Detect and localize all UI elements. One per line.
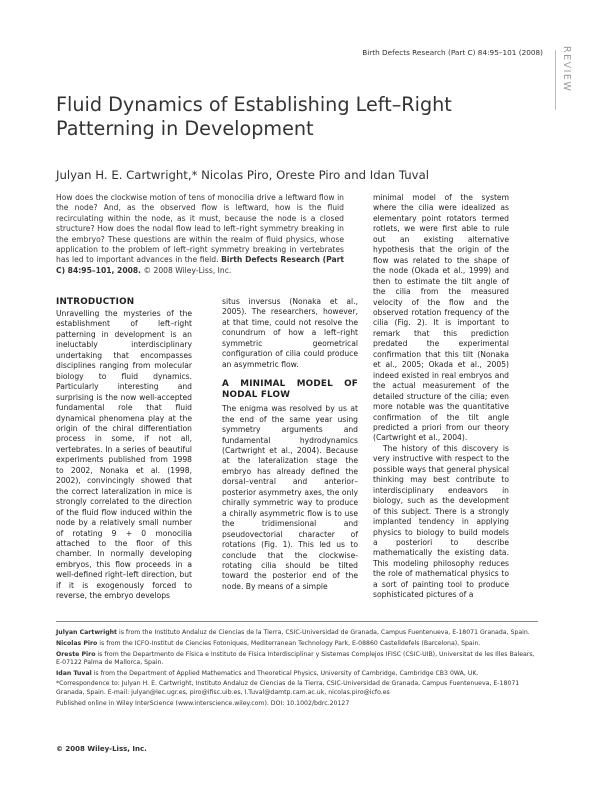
body-column-1 [56,297,192,602]
author-list: Julyan H. E. Cartwright,* Nicolas Piro, Oreste Piro and Idan Tuval [56,168,429,182]
section-heading-minimal-model: A MINIMAL MODEL OF NODAL FLOW [222,379,358,401]
affiliation-tuval [56,670,542,678]
affiliation-cartwright [56,629,542,637]
affiliation-text: is from the Instituto Andaluz de Ciencias de la Tierra, CSIC-Universidad de Granada, Campus Fuentenueva, E-18071 Granada, Spain. [117,629,530,636]
section-tab-rule [555,50,556,110]
article-title: Fluid Dynamics of Establishing Left–Right Patterning in Development [56,93,452,140]
affiliation-text: is from the Departmento de Física e Instituto de Física Interdisciplinar y Sistemas Complejos IFISC (CSIC-UIB), Universitat de les Illes Balears, E-07122 Palma de Mallorca, Spain. [56,650,535,666]
publication-note: Published online in Wiley InterScience (www.interscience.wiley.com). DOI: 10.1002/bdrc.20127 [56,699,350,707]
page-copyright [56,745,147,753]
page-copyright-text: © 2008 Wiley-Liss, Inc. [56,745,147,753]
affiliation-text: is from the ICFO-Institut de Ciencies Fotoniques, Mediterranean Technology Park, E-08860 Castelldefels (Barcelona), Spain. [97,639,481,647]
affiliation-oreste-piro [56,651,542,668]
footnote-divider [56,621,538,622]
body-column-3 [373,193,509,601]
abstract-text: How does the clockwise motion of tens of monocilia drive a leftward flow in the node? And, as the observed flow is leftward, how is the fluid recirculating within the node, as it must, because the node is a closed structure? How does the nodal flow lead to left–right symmetry breaking in the embryo? These questions are within the realm of fluid physics, whose application to the problem of left–right symmetry breaking in vertebrates has led to important advances in the field. [56,193,344,265]
affiliation-name: Nicolas Piro [56,639,98,647]
affiliation-name: Oreste Piro [56,650,96,658]
section-heading-introduction: INTRODUCTION [56,297,135,307]
body-column-2 [222,297,358,592]
abstract [56,193,344,276]
author-affiliations [56,629,542,710]
section-tab-label: REVIEW [561,46,572,93]
correspondence-note: *Correspondence to: Julyan H. E. Cartwright, Instituto Andaluz de Ciencias de la Tierra, CSIC-Universidad de Granada, Campus Fuentenueva, E-18071 Granada, Spain. E-mail: julyan@lec.ugr.es, piro@ifisc.uib.es, I.Tuval@damtp.cam.ac.uk, nicolas.piro@icfo.es [56,680,520,696]
abstract-copyright: © 2008 Wiley-Liss, Inc. [143,265,232,275]
introduction-paragraph-continued: situs inversus (Nonaka et al., 2005). The researchers, however, at that time, could not resolve the conundrum of how a left–right symmetric geometrical configuration of cilia could produce an asymmetric flow. [222,297,358,369]
introduction-paragraph: Unravelling the mysteries of the establishment of left–right patterning in development is an ineluctably interdisciplinary undertaking that encompasses disciplines ranging from molecular biology to fluid dynamics. Particularly interesting and surprising is the now well-accepted fundamental role that fluid dynamical phenomena play at the origin of the chiral differentiation process in some, if not all, vertebrates. In a series of beautiful experiments published from 1998 to 2002, Nonaka et al. (1998, 2002), convincingly showed that the correct lateralization in mice is strongly correlated to the direction of the fluid flow induced within the node by a relatively small number of rotating 9 + 0 monocilia attached to the floor of this chamber. In normally developing embryos, this flow proceeds in a well-defined right–left direction, but if it is exogenously forced to reverse, the embryo develops [56,309,192,601]
minimal-model-paragraph-continued: minimal model of the system where the cilia were idealized as elementary point rotators termed rotlets, we were first able to rule out an existing alternative hypothesis that the origin of the flow was related to the shape of the node (Okada et al., 1999) and then to estimate the tilt angle of the cilia from the measured velocity of the flow and the observed rotation frequency of the cilia (Fig. 2). It is important to remark that this prediction predated the experimental confirmation that this tilt (Nonaka et al., 2005; Okada et al., 2005) indeed existed in real embryos and the actual measurement of the detailed structure of the cilia; even more notable was the quantitative confirmation of the tilt angle predicted a priori from our theory (Cartwright et al., 2004). [373,193,509,443]
journal-citation-header: Birth Defects Research (Part C) 84:95–101 (2008) [362,48,543,57]
affiliation-nicolas-piro [56,640,542,648]
abstract-citation: Birth Defects Research (Part C) 84:95–101, 2008. [56,255,344,275]
minimal-model-paragraph: The enigma was resolved by us at the end of the same year using symmetry arguments and fundamental hydrodynamics (Cartwright et al., 2004). Because at the lateralization stage the embryo has already defined the dorsal–ventral and anterior–posterior asymmetry axes, the only chirally symmetric way to produce a chirally asymmetric flow is to use the tridimensional and pseudovectorial character of rotations (Fig. 1). This led us to conclude that the clockwise-rotating cilia should be tilted toward the posterior end of the node. By means of a simple [222,404,358,591]
history-paragraph: The history of this discovery is very instructive with respect to the possible ways that general physical thinking may best contribute to interdisciplinary endeavors in biology, such as the development of this subject. There is a strongly implanted tendency in applying physics to biology to build models a posteriori to describe mathematically the existing data. This modeling philosophy reduces the role of mathematical physics to a sort of painting tool to produce sophisticated pictures of a [373,443,509,600]
affiliation-text: is from the Department of Applied Mathematics and Theoretical Physics, University of Cambridge, Cambridge CB3 0WA, UK. [91,669,479,677]
affiliation-name: Idan Tuval [56,669,92,677]
affiliation-name: Julyan Cartwright [56,629,118,636]
